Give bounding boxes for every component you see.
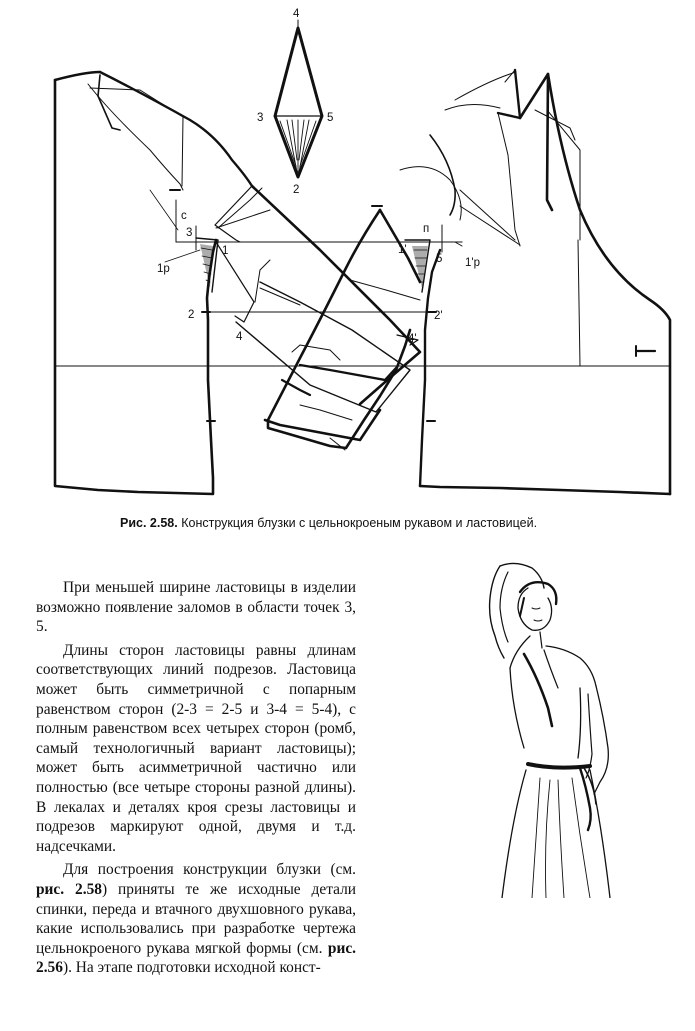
front-panel: [372, 70, 670, 494]
figure-caption: [120, 516, 660, 530]
label-1: 1: [222, 245, 229, 257]
figure-caption-text: Конструкция блузки с цельнокроеным рукавом и ластовицей.: [177, 516, 538, 530]
paragraph-2: Длины сторон ластовицы равны длинам соответствующих линий подрезов. Ластовица может быть симметричной с попарным равенством сторон (2-3 = 2-5 и 3-4 = 5-4), с полным равенством всех четырех сторон (ромб, самый технологичный вариант ластовицы); может быть асимметричной частично или полностью (все четыре стороны разной длины). В лекалах и деталях кроя срезы ластовицы и подрезов маркируют одной, двумя и т.д. надсечками.: [36, 641, 356, 855]
label-2: 2: [188, 309, 195, 321]
gusset-point-4: 4: [293, 8, 300, 20]
paragraph-1: При меньшей ширине ластовицы в изделии возможно появление заломов в области точек 3, 5.: [36, 579, 356, 636]
blouse-construction-diagram: [0, 0, 695, 512]
figure-caption-label: Рис. 2.58.: [120, 516, 178, 530]
label-2-prime: 2': [434, 310, 443, 322]
label-5: 5: [436, 253, 443, 265]
figure-reference-2-58: рис. 2.58: [36, 880, 102, 898]
figure-reference-2-56: рис. 2.56: [36, 939, 356, 977]
gusset-point-5: 5: [327, 112, 334, 124]
paragraph-3: [36, 860, 356, 978]
label-p: п: [423, 223, 430, 235]
gusset-diamond: [275, 20, 322, 177]
paragraph-3-part-b: ) приняты те же исходные детали спинки, переда и втачного двухшовного рукава, какие использовались при разработке чертежа цельнокроеного рукава мягкой формы (см.: [36, 880, 357, 957]
label-4: 4: [236, 331, 243, 343]
fashion-illustration: [440, 558, 660, 898]
paragraph-3-part-c: ). На этапе подготовки исходной конст-: [62, 959, 321, 977]
label-1-prime: 1': [398, 244, 407, 256]
gusset-point-2: 2: [293, 184, 300, 196]
label-3: 3: [186, 227, 193, 239]
label-1p: 1p: [157, 263, 170, 275]
gusset-point-3: 3: [257, 112, 264, 124]
label-1-prime-p: 1'р: [465, 257, 480, 269]
label-c: c: [181, 210, 187, 222]
paragraph-3-part-a: Для построения конструкции блузки (см.: [63, 861, 356, 879]
label-4-prime: 4': [408, 333, 417, 345]
body-text: [36, 578, 356, 978]
